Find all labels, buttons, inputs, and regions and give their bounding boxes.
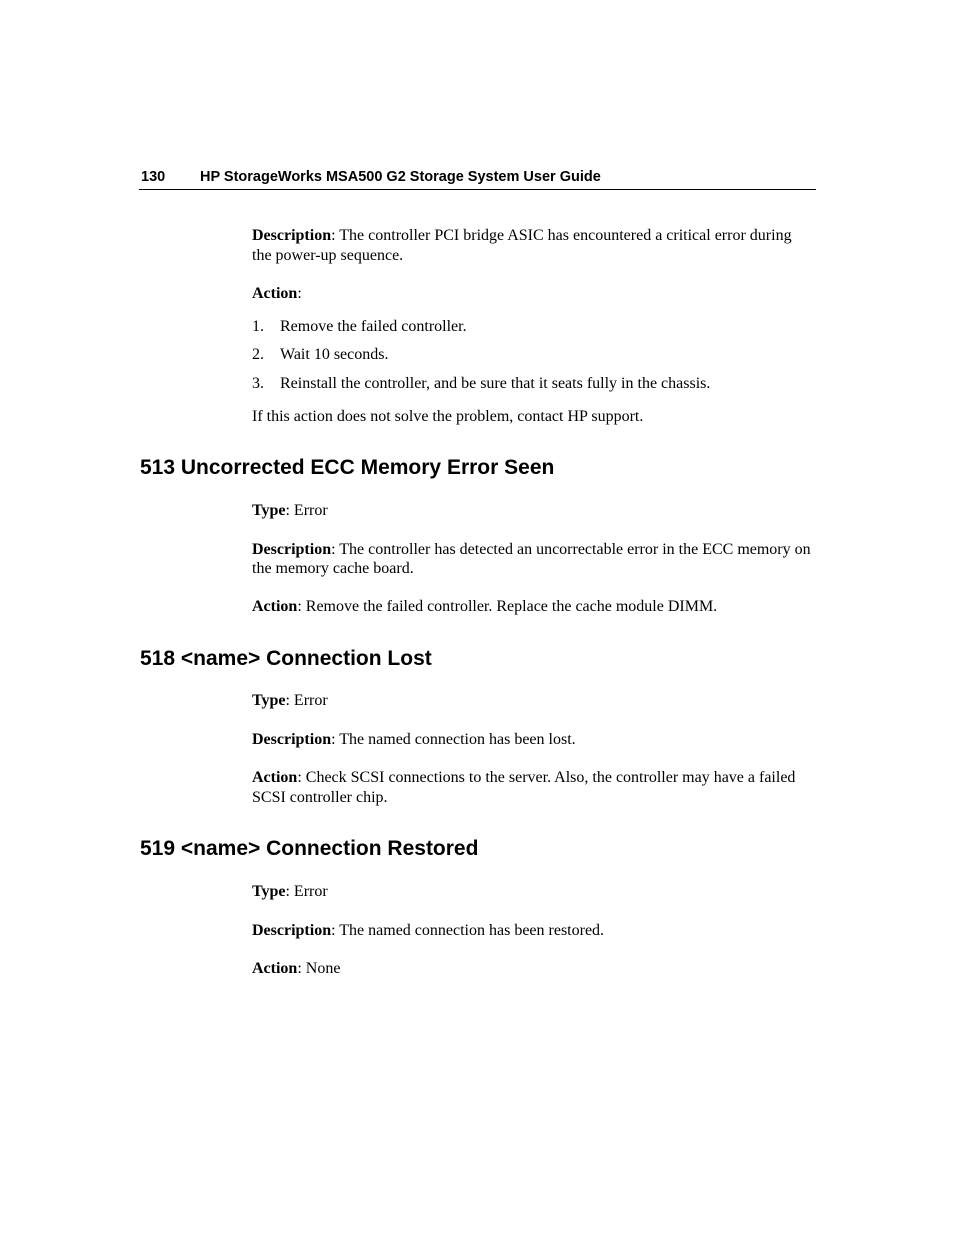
description-label: Description — [252, 227, 332, 244]
description-label: Description — [252, 730, 332, 748]
type-label: Type — [252, 502, 286, 519]
description-paragraph — [252, 921, 812, 941]
step-number: 2. — [252, 346, 264, 363]
step-text: Reinstall the controller, and be sure that it seats fully in the chassis. — [280, 374, 711, 392]
type-paragraph — [252, 501, 812, 521]
action-text: : Check SCSI connections to the server. Also, the controller may have a failed SCSI controller chip. — [252, 769, 796, 806]
type-paragraph — [252, 882, 812, 902]
type-label: Type — [252, 883, 286, 900]
section-body-519 — [252, 882, 812, 979]
action-label: Action — [252, 960, 298, 977]
description-text: : The controller PCI bridge ASIC has encountered a critical error during the power-up sequence. — [252, 227, 792, 264]
action-label: Action — [252, 285, 298, 302]
action-steps — [252, 317, 812, 394]
action-paragraph — [252, 284, 812, 304]
action-paragraph — [252, 768, 812, 807]
step-number: 3. — [252, 374, 264, 392]
description-paragraph — [252, 226, 812, 265]
type-text: : Error — [285, 883, 328, 900]
description-label: Description — [252, 540, 332, 558]
action-text: : Remove the failed controller. Replace the cache module DIMM. — [297, 597, 718, 615]
action-label: Action — [252, 597, 298, 615]
top-continuation — [252, 226, 812, 427]
description-paragraph — [252, 540, 812, 579]
step-text: Remove the failed controller. — [280, 317, 467, 335]
section-heading-519: 519 <name> Connection Restored — [140, 837, 479, 860]
type-text: : Error — [285, 502, 328, 519]
type-paragraph — [252, 691, 812, 711]
action-text: : None — [297, 960, 341, 977]
support-paragraph: If this action does not solve the problem, contact HP support. — [252, 408, 644, 425]
description-text: : The named connection has been restored. — [331, 921, 605, 939]
action-label: Action — [252, 769, 298, 786]
description-text: : The named connection has been lost. — [331, 730, 576, 748]
action-paragraph — [252, 959, 812, 979]
list-item — [252, 345, 812, 365]
description-paragraph — [252, 730, 812, 750]
description-text: : The controller has detected an uncorrectable error in the ECC memory on the memory cache board. — [252, 540, 811, 577]
list-item — [252, 317, 812, 337]
list-item — [252, 374, 812, 394]
page-number: 130 — [141, 169, 166, 185]
type-label: Type — [252, 692, 286, 709]
header-title: HP StorageWorks MSA500 G2 Storage System User Guide — [200, 169, 601, 185]
step-text: Wait 10 seconds. — [280, 346, 389, 363]
running-header — [139, 168, 816, 190]
section-heading-513: 513 Uncorrected ECC Memory Error Seen — [140, 456, 555, 479]
section-heading-518: 518 <name> Connection Lost — [140, 647, 432, 670]
action-paragraph — [252, 597, 812, 617]
step-number: 1. — [252, 317, 264, 335]
type-text: : Error — [285, 692, 328, 709]
description-label: Description — [252, 921, 332, 939]
section-body-518 — [252, 691, 812, 807]
section-body-513 — [252, 501, 812, 616]
action-text: : — [297, 285, 302, 302]
